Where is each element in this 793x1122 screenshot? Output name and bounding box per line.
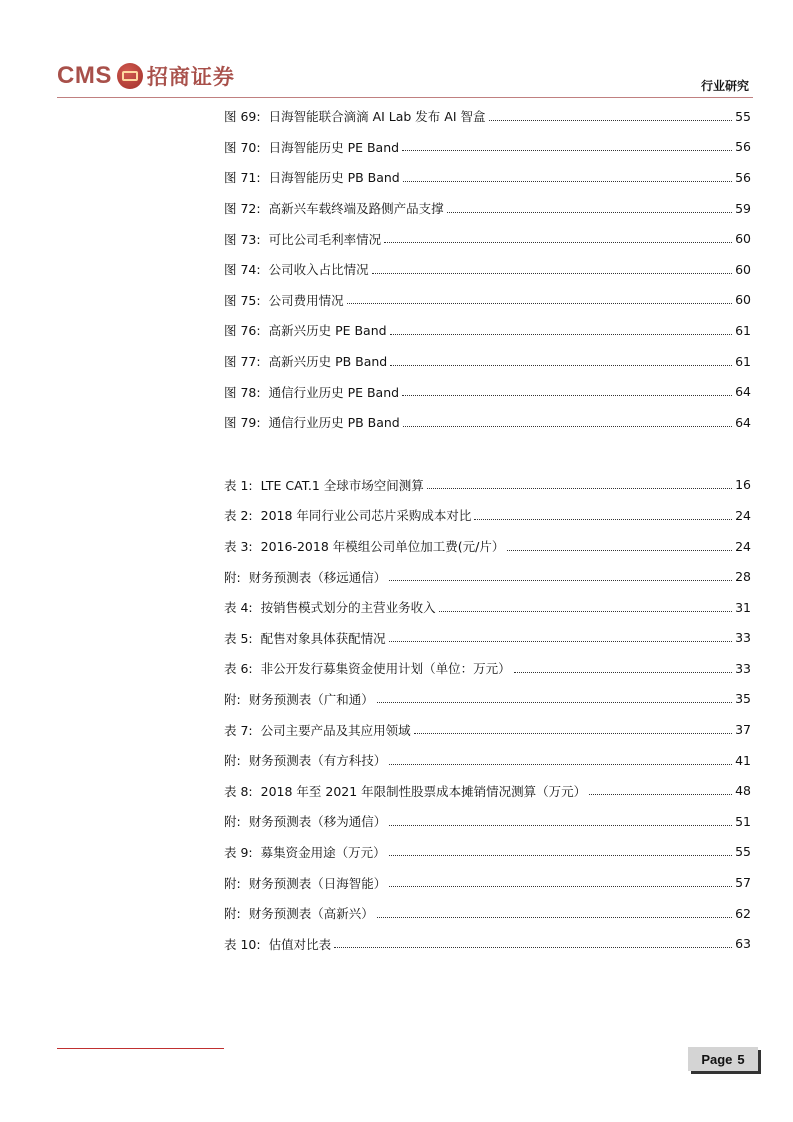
logo-emblem-icon — [117, 63, 143, 89]
dot-leader — [514, 672, 732, 673]
toc-figure-entry[interactable] — [224, 162, 751, 193]
entry-title: 高新兴历史 PB Band — [268, 354, 388, 370]
entry-page: 41 — [735, 752, 751, 768]
entry-page: 37 — [735, 722, 751, 738]
dot-leader — [389, 764, 732, 765]
entry-page: 48 — [735, 783, 751, 799]
dot-leader — [489, 120, 733, 121]
entry-page: 60 — [735, 261, 751, 277]
dot-leader — [403, 181, 732, 182]
entry-title: 日海智能历史 PB Band — [268, 170, 400, 186]
entry-title: 公司费用情况 — [268, 292, 344, 308]
entry-page: 61 — [735, 322, 751, 338]
entry-title: 非公开发行募集资金使用计划（单位：万元） — [260, 661, 511, 677]
toc-table-entry[interactable] — [224, 531, 751, 562]
entry-number: 附: — [224, 814, 241, 830]
logo-text: CMS — [57, 62, 112, 89]
toc-table-entry[interactable] — [224, 592, 751, 623]
table-list — [224, 470, 751, 960]
toc-table-entry[interactable] — [224, 928, 751, 959]
dot-leader — [589, 794, 732, 795]
entry-page: 64 — [735, 384, 751, 400]
toc-figure-entry[interactable] — [224, 407, 751, 438]
entry-title: 配售对象具体获配情况 — [260, 630, 386, 646]
dot-leader — [377, 702, 732, 703]
entry-page: 16 — [735, 477, 751, 493]
toc-table-entry[interactable] — [224, 684, 751, 715]
toc-figure-entry[interactable] — [224, 132, 751, 163]
toc-table-entry[interactable] — [224, 837, 751, 868]
entry-title: 财务预测表（广和通） — [248, 691, 374, 707]
dot-leader — [390, 334, 733, 335]
entry-number: 表 4: — [224, 600, 253, 616]
entry-number: 表 1: — [224, 477, 253, 493]
entry-title: 日海智能历史 PE Band — [268, 139, 400, 155]
entry-title: LTE CAT.1 全球市场空间测算 — [260, 477, 424, 493]
dot-leader — [384, 242, 732, 243]
footer-divider — [57, 1048, 224, 1049]
dot-leader — [334, 947, 732, 948]
toc-table-entry[interactable] — [224, 867, 751, 898]
entry-title: 按销售模式划分的主营业务收入 — [260, 600, 436, 616]
entry-title: 2016-2018 年模组公司单位加工费(元/片） — [260, 539, 505, 555]
dot-leader — [389, 825, 732, 826]
entry-page: 59 — [735, 200, 751, 216]
entry-page: 61 — [735, 353, 751, 369]
entry-number: 图 72: — [224, 201, 261, 217]
entry-page: 33 — [735, 660, 751, 676]
dot-leader — [390, 365, 732, 366]
entry-page: 57 — [735, 875, 751, 891]
list-gap — [224, 438, 751, 470]
dot-leader — [372, 273, 732, 274]
entry-page: 62 — [735, 905, 751, 921]
entry-title: 通信行业历史 PB Band — [268, 415, 400, 431]
entry-number: 图 79: — [224, 415, 261, 431]
entry-title: 通信行业历史 PE Band — [268, 384, 400, 400]
entry-page: 24 — [735, 507, 751, 523]
figure-list — [224, 101, 751, 438]
entry-title: 财务预测表（移为通信） — [248, 814, 387, 830]
entry-page: 31 — [735, 599, 751, 615]
entry-page: 64 — [735, 414, 751, 430]
entry-page: 28 — [735, 569, 751, 585]
entry-number: 图 76: — [224, 323, 261, 339]
entry-number: 表 8: — [224, 783, 253, 799]
entry-number: 附: — [224, 569, 241, 585]
dot-leader — [403, 426, 732, 427]
table-of-contents — [224, 101, 751, 959]
page-number-box — [688, 1047, 758, 1071]
entry-number: 附: — [224, 753, 241, 769]
entry-number: 表 9: — [224, 844, 253, 860]
toc-figure-entry[interactable] — [224, 254, 751, 285]
toc-table-entry[interactable] — [224, 714, 751, 745]
entry-title: 财务预测表（有方科技） — [248, 753, 387, 769]
dot-leader — [507, 550, 732, 551]
entry-title: 2018 年至 2021 年限制性股票成本摊销情况测算（万元） — [260, 783, 587, 799]
entry-title: 财务预测表（日海智能） — [248, 875, 387, 891]
toc-table-entry[interactable] — [224, 561, 751, 592]
entry-page: 63 — [735, 936, 751, 952]
entry-title: 2018 年同行业公司芯片采购成本对比 — [260, 508, 472, 524]
entry-page: 33 — [735, 630, 751, 646]
dot-leader — [347, 303, 732, 304]
entry-title: 募集资金用途（万元） — [260, 844, 386, 860]
toc-figure-entry[interactable] — [224, 376, 751, 407]
toc-figure-entry[interactable] — [224, 346, 751, 377]
entry-title: 财务预测表（高新兴） — [248, 906, 374, 922]
entry-number: 表 6: — [224, 661, 253, 677]
toc-figure-entry[interactable] — [224, 285, 751, 316]
entry-title: 公司收入占比情况 — [268, 262, 369, 278]
entry-title: 日海智能联合滴滴 AI Lab 发布 AI 智盒 — [268, 109, 486, 125]
dot-leader — [439, 611, 732, 612]
entry-number: 附: — [224, 875, 241, 891]
page-label: Page — [701, 1051, 733, 1067]
toc-figure-entry[interactable] — [224, 193, 751, 224]
toc-table-entry[interactable] — [224, 775, 751, 806]
dot-leader — [377, 917, 732, 918]
entry-number: 图 70: — [224, 139, 261, 155]
brand-logo — [57, 60, 235, 92]
toc-table-entry[interactable] — [224, 898, 751, 929]
dot-leader — [474, 519, 732, 520]
entry-page: 35 — [735, 691, 751, 707]
entry-page: 56 — [735, 169, 751, 185]
entry-page: 56 — [735, 139, 751, 155]
entry-number: 表 5: — [224, 630, 253, 646]
dot-leader — [389, 580, 732, 581]
entry-number: 图 73: — [224, 231, 261, 247]
toc-table-entry[interactable] — [224, 623, 751, 654]
entry-number: 图 75: — [224, 292, 261, 308]
dot-leader — [389, 855, 732, 856]
dot-leader — [447, 212, 732, 213]
dot-leader — [414, 733, 732, 734]
dot-leader — [402, 395, 732, 396]
entry-number: 图 78: — [224, 384, 261, 400]
entry-title: 估值对比表 — [268, 936, 332, 952]
entry-page: 60 — [735, 292, 751, 308]
header-divider — [57, 97, 753, 98]
toc-table-entry[interactable] — [224, 653, 751, 684]
page-number: 5 — [737, 1051, 745, 1067]
entry-page: 60 — [735, 231, 751, 247]
toc-table-entry[interactable] — [224, 745, 751, 776]
dot-leader — [389, 641, 732, 642]
entry-title: 公司主要产品及其应用领域 — [260, 722, 411, 738]
entry-title: 可比公司毛利率情况 — [268, 231, 382, 247]
entry-number: 表 7: — [224, 722, 253, 738]
entry-number: 表 10: — [224, 936, 261, 952]
logo-chinese-text: 招商证券 — [146, 65, 235, 89]
toc-table-entry[interactable] — [224, 500, 751, 531]
entry-number: 图 71: — [224, 170, 261, 186]
toc-figure-entry[interactable] — [224, 101, 751, 132]
entry-title: 高新兴车载终端及路侧产品支撑 — [268, 201, 444, 217]
entry-title: 高新兴历史 PE Band — [268, 323, 387, 339]
dot-leader — [402, 150, 732, 151]
dot-leader — [427, 488, 732, 489]
entry-title: 财务预测表（移远通信） — [248, 569, 387, 585]
entry-number: 表 3: — [224, 539, 253, 555]
toc-figure-entry[interactable] — [224, 315, 751, 346]
section-label: 行业研究 — [700, 79, 749, 93]
entry-page: 51 — [735, 813, 751, 829]
entry-page: 55 — [735, 108, 751, 124]
entry-page: 24 — [735, 538, 751, 554]
entry-number: 图 77: — [224, 354, 261, 370]
entry-number: 图 74: — [224, 262, 261, 278]
dot-leader — [389, 886, 732, 887]
entry-number: 附: — [224, 906, 241, 922]
toc-table-entry[interactable] — [224, 806, 751, 837]
entry-page: 55 — [735, 844, 751, 860]
entry-number: 附: — [224, 691, 241, 707]
entry-number: 图 69: — [224, 109, 261, 125]
toc-table-entry[interactable] — [224, 470, 751, 501]
entry-number: 表 2: — [224, 508, 253, 524]
toc-figure-entry[interactable] — [224, 223, 751, 254]
